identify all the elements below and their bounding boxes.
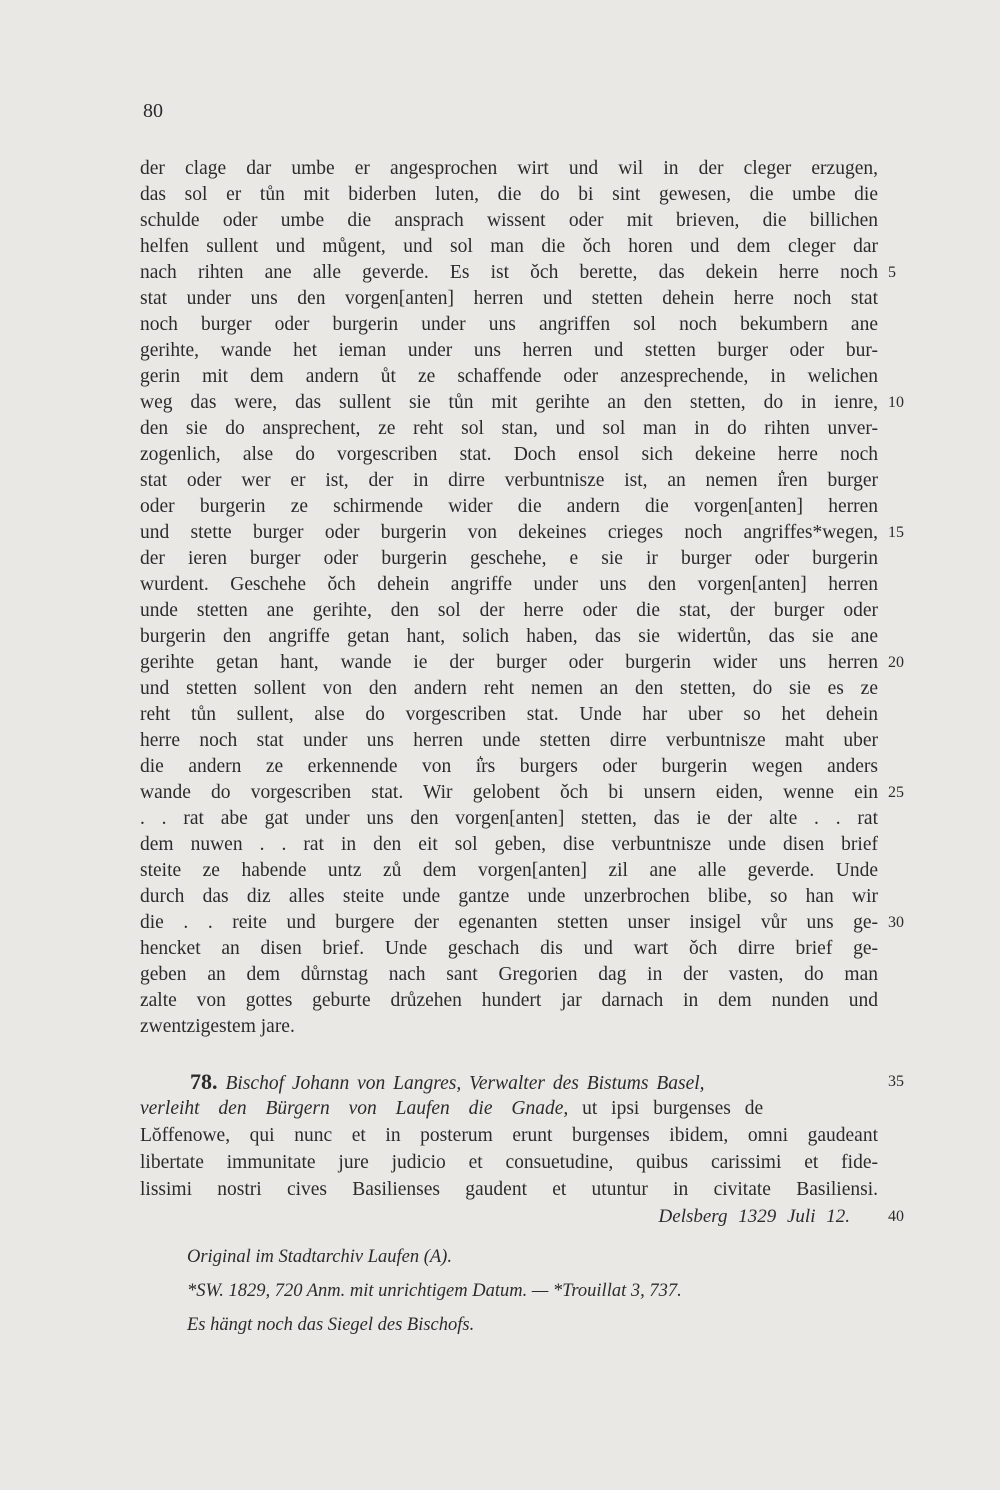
- line-text: wande do vorgescriben stat. Wir gelobent ǒch bi unsern eiden, wenne ein: [140, 782, 878, 803]
- line-text: hencket an disen brief. Unde geschach dis und wart ǒch dirre brief ge-: [140, 938, 878, 959]
- text-line: [140, 416, 878, 442]
- text-line: [140, 546, 878, 572]
- line-text: nach rihten ane alle geverde. Es ist ǒch berette, das dekein herre noch: [140, 262, 878, 283]
- text-line: [140, 936, 878, 962]
- line-text: gerin mit dem andern ůt ze schaffende oder anzesprechende, in welichen: [140, 366, 878, 387]
- text-line: [140, 312, 878, 338]
- text-line: [140, 910, 904, 936]
- main-text-block: [140, 156, 904, 1040]
- text-line: [140, 832, 878, 858]
- line-text: Lŏffenowe, qui nunc et in posterum erunt burgenses ibidem, omni gaudeant: [140, 1125, 878, 1146]
- line-text: reht tůn sullent, alse do vorgescriben stat. Unde har uber so het dehein: [140, 704, 878, 725]
- text-line: [140, 988, 878, 1014]
- text-line: [140, 1149, 878, 1176]
- text-line: [140, 1122, 878, 1149]
- text-line: [140, 1014, 878, 1040]
- text-line: [140, 338, 878, 364]
- line-text: zwentzigestem jare.: [140, 1016, 295, 1037]
- text-line: [140, 780, 904, 806]
- text-line: [140, 598, 878, 624]
- line-text: dem nuwen . . rat in den eit sol geben, dise verbuntnisze unde disen brief: [140, 834, 878, 855]
- line-text: das sol er tůn mit biderben luten, die do bi sint gewesen, die umbe die: [140, 184, 878, 205]
- entry-line: [140, 1095, 878, 1122]
- line-text: die andern ze erkennende von i͛rs burgers oder burgerin wegen anders: [140, 756, 878, 777]
- entry-title-line: [140, 1068, 904, 1095]
- line-text: zogenlich, alse do vorgescriben stat. Doch ensol sich dekeine herre noch: [140, 444, 878, 465]
- line-text: stat under uns den vorgen[anten] herren und stetten dehein herre noch stat: [140, 288, 878, 309]
- line-number: 25: [888, 784, 904, 801]
- line-text: der clage dar umbe er angesprochen wirt und wil in der cleger erzugen,: [140, 158, 878, 179]
- line-text: unde stetten ane gerihte, den sol der herre oder die stat, der burger oder: [140, 600, 878, 621]
- text-line: [140, 858, 878, 884]
- line-number: 15: [888, 524, 904, 541]
- entry-number: 78.: [190, 1069, 218, 1094]
- line-text: gerihte, wande het ieman under uns herren und stetten burger oder bur-: [140, 340, 878, 361]
- line-number: 5: [888, 264, 896, 281]
- text-line: [140, 676, 878, 702]
- text-line: [140, 962, 878, 988]
- text-line: [140, 182, 878, 208]
- text-line: [140, 702, 878, 728]
- line-text: die . . reite und burgere der egenanten stetten unser insigel vůr uns ge-: [140, 912, 878, 933]
- text-line: [140, 520, 904, 546]
- line-text: durch das diz alles steite unde gantze unde unzerbrochen blibe, so han wir: [140, 886, 878, 907]
- text-line: [140, 494, 878, 520]
- line-number: 10: [888, 394, 904, 411]
- line-text: . . rat abe gat under uns den vorgen[anten] stetten, das ie der alte . . rat: [140, 808, 878, 829]
- entry-body: [140, 1122, 878, 1203]
- text-line: [140, 884, 878, 910]
- line-text: stat oder wer er ist, der in dirre verbuntnisze ist, an nemen i͛ren burger: [140, 470, 878, 491]
- line-text: zalte von gottes geburte drůzehen hundert jar darnach in dem nunden und: [140, 990, 878, 1011]
- entry-subtitle: verleiht den Bürgern von Laufen die Gnade,: [140, 1098, 569, 1119]
- text-line: [140, 390, 904, 416]
- line-text: burgerin den angriffe getan hant, solich haben, das sie widertůn, das sie ane: [140, 626, 878, 647]
- line-text: der ieren burger oder burgerin geschehe, e sie ir burger oder burgerin: [140, 548, 878, 569]
- text-line: [140, 208, 878, 234]
- source-note: Es hängt noch das Siegel des Bischofs.: [187, 1315, 475, 1335]
- document-entry: [140, 1068, 904, 1231]
- text-line: [140, 260, 896, 286]
- page-number: 80: [143, 100, 163, 122]
- line-number: 20: [888, 654, 904, 671]
- line-text: lissimi nostri cives Basilienses gaudent et utuntur in civitate Basiliensi.: [140, 1179, 878, 1200]
- line-number: 30: [888, 914, 904, 931]
- source-notes: [187, 1240, 867, 1342]
- line-text: libertate immunitate jure judicio et consuetudine, quibus carissimi et fide-: [140, 1152, 878, 1173]
- line-text: und stette burger oder burgerin von dekeines crieges noch angriffes*wegen,: [140, 522, 878, 543]
- entry-title: Bischof Johann von Langres, Verwalter des Bistums Basel,: [225, 1073, 705, 1094]
- text-line: [140, 156, 878, 182]
- line-number: 35: [888, 1073, 904, 1090]
- text-line: [140, 286, 878, 312]
- line-text: den sie do ansprechent, ze reht sol stan, und sol man in do rihten unver-: [140, 418, 878, 439]
- line-text: noch burger oder burgerin under uns angriffen sol noch bekumbern ane: [140, 314, 878, 335]
- source-note: Original im Stadtarchiv Laufen (A).: [187, 1247, 452, 1267]
- line-text: schulde oder umbe die ansprach wissent oder mit brieven, die billichen: [140, 210, 878, 231]
- text-line: [140, 468, 878, 494]
- line-text: herre noch stat under uns herren unde stetten dirre verbuntnisze maht uber: [140, 730, 878, 751]
- line-text: oder burgerin ze schirmende wider die andern die vorgen[anten] herren: [140, 496, 878, 517]
- line-text: geben an dem důrnstag nach sant Gregorien dag in der vasten, do man: [140, 964, 878, 985]
- entry-text: ut ipsi burgenses de: [568, 1098, 764, 1119]
- text-line: [140, 806, 878, 832]
- entry-date-line: [140, 1203, 904, 1231]
- text-line: [140, 1176, 878, 1203]
- line-text: wurdent. Geschehe ǒch dehein angriffe under uns den vorgen[anten] herren: [140, 574, 878, 595]
- source-note: *SW. 1829, 720 Anm. mit unrichtigem Datum. — *Trouillat 3, 737.: [187, 1281, 682, 1301]
- line-text: helfen sullent und můgent, und sol man die ǒch horen und dem cleger dar: [140, 236, 878, 257]
- text-line: [140, 234, 878, 260]
- text-line: [140, 442, 878, 468]
- text-line: [140, 728, 878, 754]
- line-text: und stetten sollent von den andern reht nemen an den stetten, do sie es ze: [140, 678, 878, 699]
- text-line: [140, 650, 904, 676]
- line-number: 40: [888, 1208, 904, 1225]
- line-text: weg das were, das sullent sie tůn mit gerihte an den stetten, do in ienre,: [140, 392, 878, 413]
- line-text: steite ze habende untz zů dem vorgen[anten] zil ane alle geverde. Unde: [140, 860, 878, 881]
- text-line: [140, 624, 878, 650]
- entry-date: Delsberg 1329 Juli 12.: [658, 1206, 850, 1227]
- text-line: [140, 754, 878, 780]
- line-text: gerihte getan hant, wande ie der burger oder burgerin wider uns herren: [140, 652, 878, 673]
- text-line: [140, 364, 878, 390]
- text-line: [140, 572, 878, 598]
